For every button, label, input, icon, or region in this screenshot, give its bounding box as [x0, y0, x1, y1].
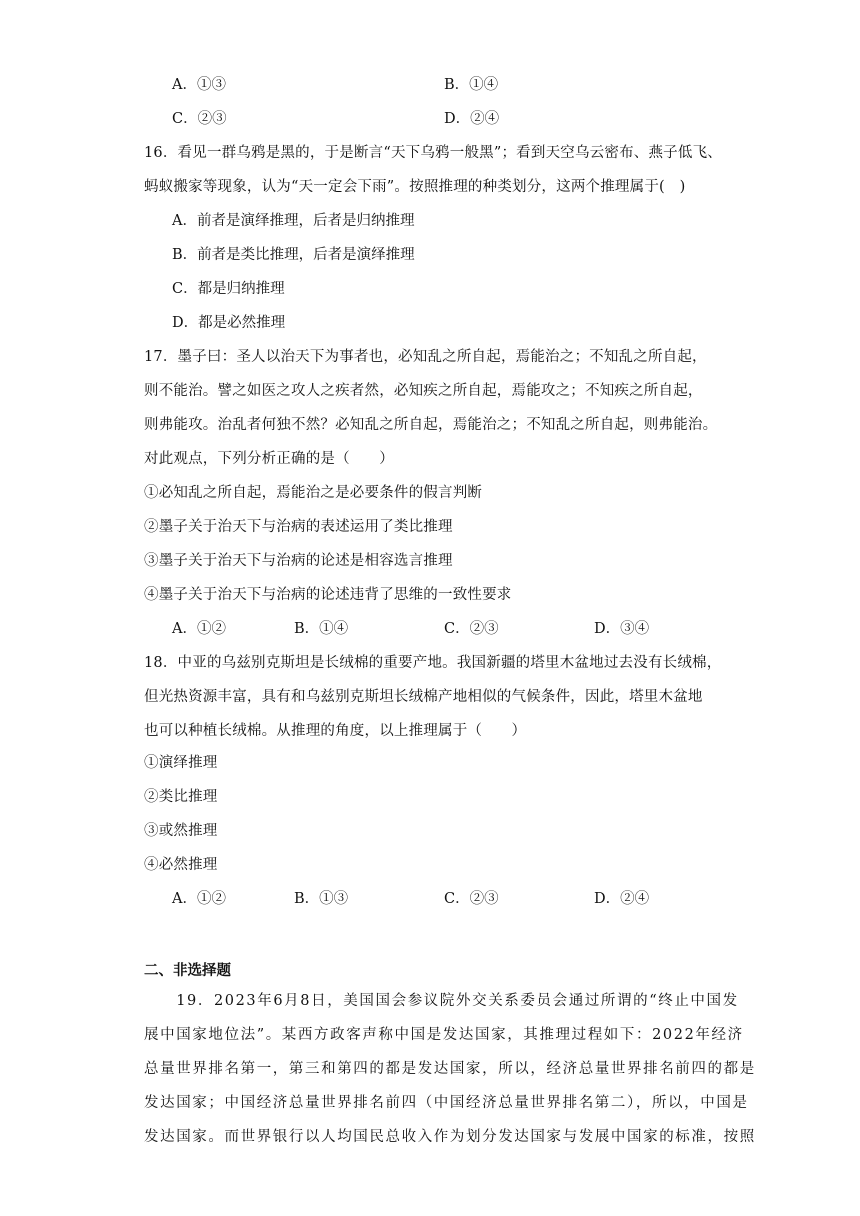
- section-title: 二、非选择题: [144, 962, 231, 979]
- q19-line-2: 展中国家地位法”。某西方政客声称中国是发达国家，其推理过程如下：2022年经济: [144, 1027, 744, 1043]
- q16-option-d: D．都是必然推理: [172, 315, 286, 331]
- q18-item-1: ①演绎推理: [144, 755, 218, 771]
- q17-item-4: ④墨子关于治天下与治病的论述违背了思维的一致性要求: [144, 587, 512, 603]
- q18-option-c: C．②③: [444, 891, 499, 907]
- q16-option-c: C．都是归纳推理: [172, 281, 285, 297]
- q17-stem-line-3: 则弗能攻。治乱者何独不然？必知乱之所自起，焉能治之；不知乱之所自起，则弗能治。: [144, 417, 718, 433]
- q17-stem-line-4: 对此观点，下列分析正确的是（ ）: [144, 451, 394, 467]
- q17-option-b: B．①④: [294, 621, 349, 637]
- q16-stem-line-1: 16．看见一群乌鸦是黑的，于是断言“天下乌鸦一般黑”；看到天空乌云密布、燕子低飞、: [144, 145, 722, 161]
- q18-option-d: D．②④: [594, 891, 650, 907]
- q17-option-d: D．③④: [594, 621, 650, 637]
- q19-line-3: 总量世界排名第一，第三和第四的都是发达国家，所以，经济总量世界排名前四的都是: [144, 1061, 756, 1077]
- q16-option-a: A．前者是演绎推理，后者是归纳推理: [172, 213, 415, 229]
- q19-line-4: 发达国家；中国经济总量世界排名前四（中国经济总量世界排名第二），所以，中国是: [144, 1095, 749, 1111]
- q18-stem-line-2: 但光热资源丰富，具有和乌兹别克斯坦长绒棉产地相似的气候条件，因此，塔里木盆地: [144, 689, 703, 705]
- q18-item-3: ③或然推理: [144, 823, 218, 839]
- q16-stem-line-2: 蚂蚁搬家等现象，认为“天一定会下雨”。按照推理的种类划分，这两个推理属于( ): [144, 179, 686, 195]
- q17-option-c: C．②③: [444, 621, 499, 637]
- q15-option-c: C．②③: [172, 111, 227, 127]
- q17-item-3: ③墨子关于治天下与治病的论述是相容选言推理: [144, 553, 453, 569]
- q17-stem-line-2: 则不能治。譬之如医之攻人之疾者然，必知疾之所自起，焉能攻之；不知疾之所自起，: [144, 383, 703, 399]
- q19-line-5: 发达国家。而世界银行以人均国民总收入作为划分发达国家与发展中国家的标准，按照: [144, 1129, 756, 1145]
- q19-line-1: 19．2023年6月8日，美国国会参议院外交关系委员会通过所谓的“终止中国发: [144, 993, 739, 1009]
- q15-option-d: D．②④: [444, 111, 500, 127]
- q15-option-a: A．①③: [172, 77, 226, 93]
- q17-option-a: A．①②: [172, 621, 226, 637]
- q17-item-2: ②墨子关于治天下与治病的表述运用了类比推理: [144, 519, 453, 535]
- q16-option-b: B．前者是类比推理，后者是演绎推理: [172, 247, 415, 263]
- q17-item-1: ①必知乱之所自起，焉能治之是必要条件的假言判断: [144, 485, 483, 501]
- q18-option-a: A．①②: [172, 891, 226, 907]
- q18-stem-line-3: 也可以种植长绒棉。从推理的角度，以上推理属于（ ）: [144, 723, 527, 739]
- q18-item-2: ②类比推理: [144, 789, 218, 805]
- q18-item-4: ④必然推理: [144, 857, 218, 873]
- q17-stem-line-1: 17．墨子曰：圣人以治天下为事者也，必知乱之所自起，焉能治之；不知乱之所自起，: [144, 349, 707, 365]
- q18-option-b: B．①③: [294, 891, 349, 907]
- q18-stem-line-1: 18．中亚的乌兹别克斯坦是长绒棉的重要产地。我国新疆的塔里木盆地过去没有长绒棉，: [144, 655, 722, 671]
- q15-option-b: B．①④: [444, 77, 499, 93]
